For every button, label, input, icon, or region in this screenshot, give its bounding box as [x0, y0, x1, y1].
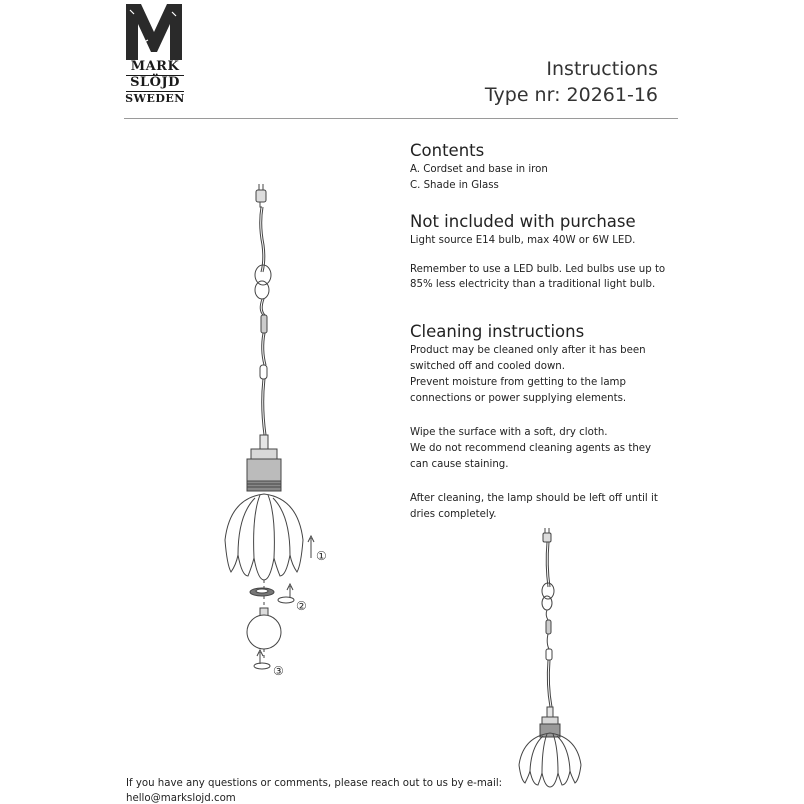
cleaning-line: After cleaning, the lamp should be left off until it: [410, 493, 658, 504]
footer-contact-text: If you have any questions or comments, please reach out to us by e-mail:: [126, 778, 503, 789]
light-source-text: Light source E14 bulb, max 40W or 6W LED.: [410, 235, 636, 246]
cleaning-heading: Cleaning instructions: [410, 322, 585, 341]
logo-text-slojd: SLÖJD: [130, 75, 180, 90]
type-number: Type nr: 20261-16: [484, 84, 658, 106]
logo-text-sweden: SWEDEN: [125, 92, 185, 105]
contents-item: C. Shade in Glass: [410, 180, 499, 191]
contents-heading: Contents: [410, 141, 485, 160]
cleaning-line: We do not recommend cleaning agents as they: [410, 443, 652, 454]
step-label-2: ②: [296, 599, 307, 613]
contents-item: A. Cordset and base in iron: [410, 164, 548, 175]
logo-text-mark: MARK: [130, 59, 180, 74]
cleaning-line: Wipe the surface with a soft, dry cloth.: [410, 427, 608, 438]
lamp-assembly-diagram: [200, 180, 340, 690]
led-reminder-line: 85% less electricity than a traditional light bulb.: [410, 279, 656, 290]
cleaning-line: can cause staining.: [410, 459, 509, 470]
led-reminder-line: Remember to use a LED bulb. Led bulbs use up to: [410, 264, 666, 275]
logo-m-mark: [124, 2, 184, 62]
cleaning-line: Prevent moisture from getting to the lamp: [410, 377, 626, 388]
step-label-3: ③: [273, 664, 284, 678]
page-title: Instructions: [546, 58, 658, 80]
cleaning-line: Product may be cleaned only after it has been: [410, 345, 646, 356]
header-divider: [124, 118, 678, 119]
lamp-assembled-diagram: [505, 525, 605, 785]
not-included-heading: Not included with purchase: [410, 212, 636, 231]
cleaning-line: dries completely.: [410, 509, 497, 520]
cleaning-line: switched off and cooled down.: [410, 361, 565, 372]
contact-email-link[interactable]: hello@markslojd.com: [126, 793, 236, 804]
cleaning-line: connections or power supplying elements.: [410, 393, 627, 404]
step-label-1: ①: [316, 549, 327, 563]
brand-logo: [124, 2, 186, 104]
